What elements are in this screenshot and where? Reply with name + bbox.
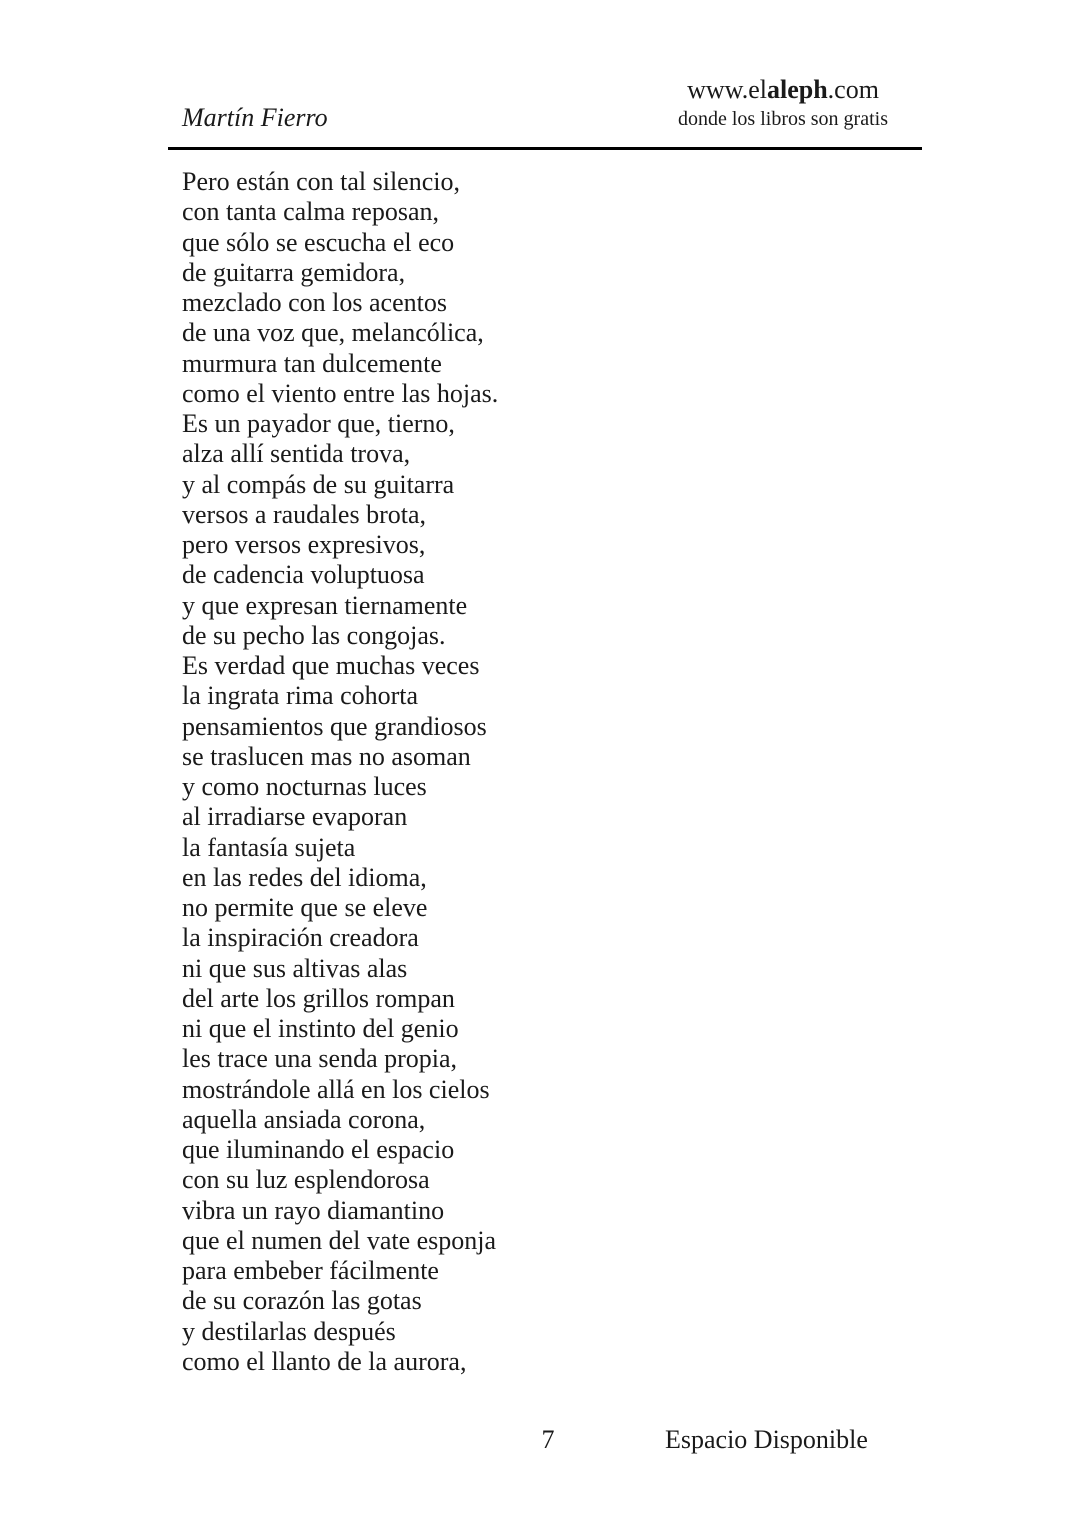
poem-line: murmura tan dulcemente [182,348,442,378]
poem-line: Es un payador que, tierno, [182,409,455,438]
site-tagline: donde los libros son gratis [678,108,888,131]
poem-line: les trace una senda propia, [182,1044,458,1074]
poem-line: con su luz esplendorosa [182,1165,430,1195]
poem-line: se traslucen mas no asoman [182,741,471,771]
poem-line: alza allí sentida trova, [182,439,411,469]
poem-line: la fantasía sujeta [182,832,356,862]
poem-line: no permite que se eleve [182,893,428,922]
poem-line: vibra un rayo diamantino [182,1195,445,1225]
poem-line: como el llanto de la aurora, [182,1346,467,1376]
poem-line: y destilarlas después [182,1316,396,1346]
poem-line: ni que el instinto del genio [182,1014,459,1043]
site-url-brand: aleph [766,75,828,104]
poem-line: de su pecho las congojas. [182,620,446,650]
poem-line: versos a raudales brota, [182,499,427,529]
poem-line: Pero están con tal silencio, [182,167,460,196]
poem-line: mostrándole allá en los cielos [182,1074,490,1104]
poem-line: del arte los grillos rompan [182,983,455,1013]
poem-line: y al compás de su guitarra [182,469,455,499]
poem-body [182,167,498,1377]
poem-line: la inspiración creadora [182,923,419,953]
poem-line: que iluminando el espacio [182,1135,455,1164]
poem-line: para embeber fácilmente [182,1256,439,1285]
poem-line: y que expresan tiernamente [182,590,468,620]
page-number: 7 [541,1425,555,1454]
site-url-prefix: www.el [687,75,767,104]
site-url-suffix: .com [827,75,879,104]
poem-line: de su corazón las gotas [182,1286,422,1316]
poem-line: ni que sus altivas alas [182,953,408,983]
poem-line: como el viento entre las hojas. [182,378,499,408]
site-header [583,74,983,131]
poem-line: que sólo se escucha el eco [182,227,455,257]
poem-line: de cadencia voluptuosa [182,560,425,590]
poem-line: de una voz que, melancólica, [182,318,484,348]
poem-line: la ingrata rima cohorta [182,681,419,711]
poem-line: mezclado con los acentos [182,288,447,317]
poem-line: en las redes del idioma, [182,862,427,892]
header-rule [168,147,922,150]
poem-line: con tanta calma reposan, [182,197,439,227]
book-title: Martín Fierro [182,103,328,132]
poem-line: que el numen del vate esponja [182,1225,497,1255]
poem-line: pensamientos que grandiosos [182,711,487,741]
poem-line: pero versos expresivos, [182,530,426,559]
poem-line: y como nocturnas luces [182,772,427,801]
poem-line: Es verdad que muchas veces [182,651,480,680]
poem-line: al irradiarse evaporan [182,802,408,832]
site-url [583,74,983,105]
poem-line: aquella ansiada corona, [182,1104,426,1134]
available-space-label: Espacio Disponible [665,1425,868,1454]
poem-line: de guitarra gemidora, [182,257,406,287]
